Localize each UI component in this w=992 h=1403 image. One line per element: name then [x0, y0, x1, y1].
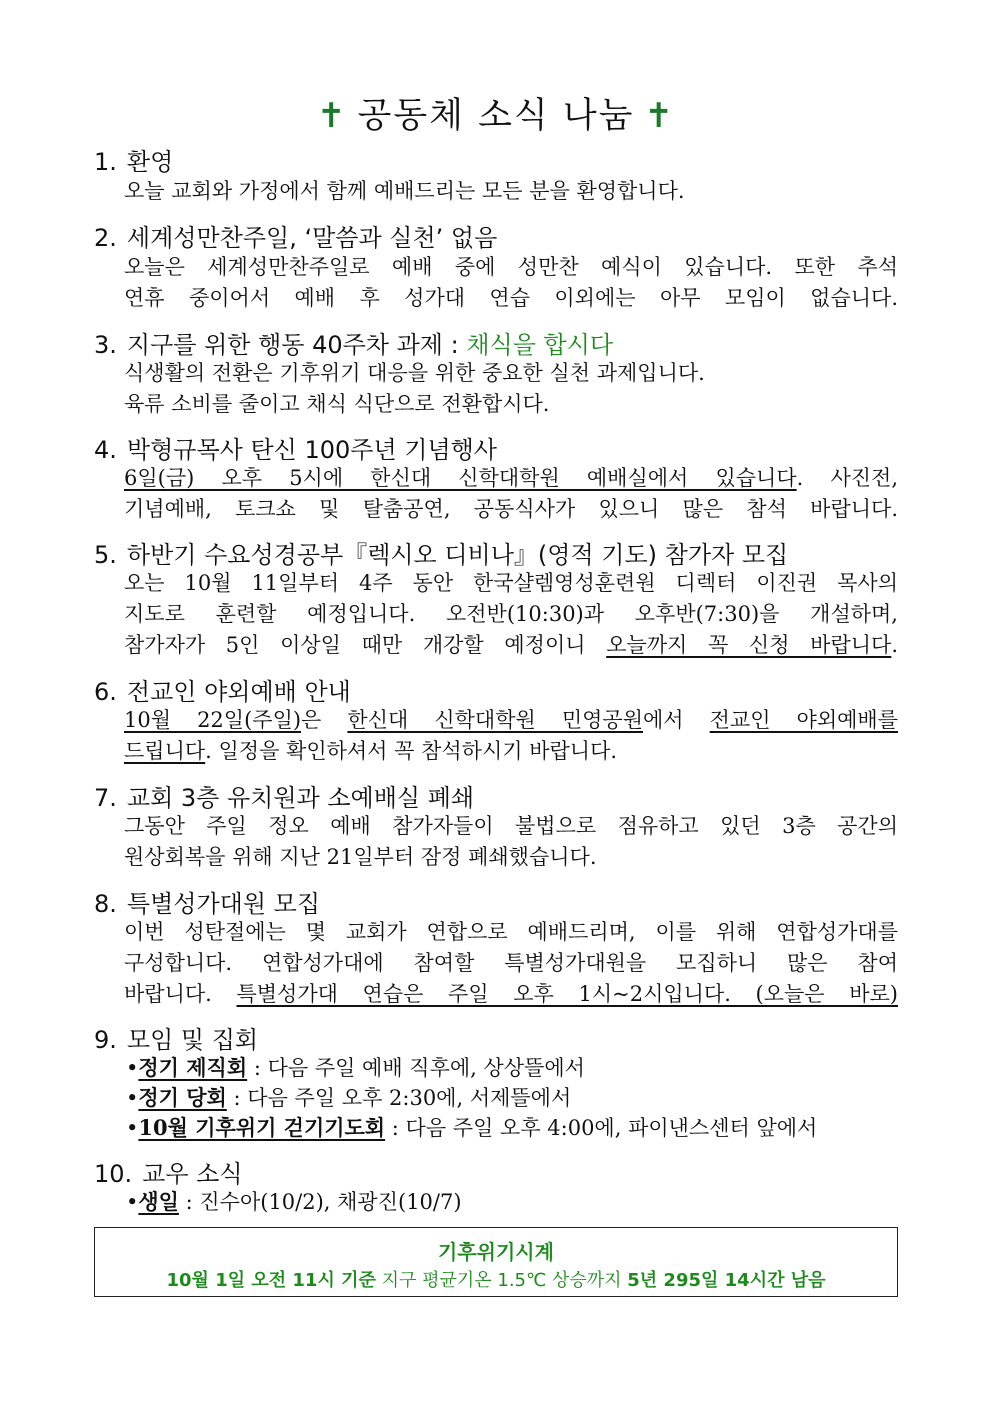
section-4-heading: 4. 박형규목사 탄신 100주년 기념행사	[94, 436, 497, 464]
bullet-icon: •	[126, 1116, 139, 1140]
section-5-line: 지도로 훈련할 예정입니다. 오전반(10:30)과 오후반(7:30)을 개설하며,	[124, 602, 898, 626]
page-title	[0, 88, 992, 138]
climate-clock-text: 10월 1일 오전 11시 기준 지구 평균기온 1.5℃ 상승까지 5년 295일 14시간 남음	[166, 1270, 826, 1291]
section-8-heading: 8. 특별성가대원 모집	[94, 890, 321, 918]
section-7-line: 원상회복을 위해 지난 21일부터 잠정 폐쇄했습니다.	[124, 845, 597, 869]
section-6-line: 10월 22일(주일)은 한신대 신학대학원 민영공원에서 전교인 야외예배를	[124, 708, 898, 732]
section-3-line: 식생활의 전환은 기후위기 대응을 위한 중요한 실천 과제입니다.	[124, 361, 705, 385]
section-3-line: 육류 소비를 줄이고 채식 식단으로 전환합시다.	[124, 392, 550, 416]
list-item: •생일 : 진수아(10/2), 채광진(10/7)	[126, 1189, 462, 1214]
page-title-text: 공동체 소식 나눔	[357, 96, 635, 136]
bullet-icon: •	[126, 1086, 139, 1110]
section-2-line: 연휴 중이어서 예배 후 성가대 연습 이외에는 아무 모임이 없습니다.	[124, 286, 898, 310]
section-2-line: 오늘은 세계성만찬주일로 예배 중에 성만찬 예식이 있습니다. 또한 추석	[124, 255, 898, 279]
section-8-line: 바랍니다. 특별성가대 연습은 주일 오후 1시~2시입니다. (오늘은 바로)	[124, 982, 898, 1006]
section-7-heading: 7. 교회 3층 유치원과 소예배실 폐쇄	[94, 784, 475, 812]
section-4-line: 6일(금) 오후 5시에 한신대 신학대학원 예배실에서 있습니다. 사진전,	[124, 466, 898, 490]
climate-clock-title: 기후위기시계	[438, 1240, 554, 1264]
section-6-heading: 6. 전교인 야외예배 안내	[94, 678, 351, 706]
section-2-heading: 2. 세계성만찬주일, ‘말씀과 실천’ 없음	[94, 224, 498, 252]
section-1-heading: 1. 환영	[94, 148, 174, 176]
cross-icon: ✝	[317, 96, 348, 136]
section-8-line: 이번 성탄절에는 몇 교회가 연합으로 예배드리며, 이를 위해 연합성가대를	[124, 920, 898, 944]
cross-icon: ✝	[644, 96, 675, 136]
section-9-heading: 9. 모임 및 집회	[94, 1026, 259, 1054]
section-6-line: 드립니다. 일정을 확인하셔서 꼭 참석하시기 바랍니다.	[124, 739, 618, 763]
list-item: •10월 기후위기 걷기기도회 : 다음 주일 오후 4:00에, 파이낸스센터 앞에서	[126, 1115, 818, 1140]
section-7-line: 그동안 주일 정오 예배 참가자들이 불법으로 점유하고 있던 3층 공간의	[124, 814, 898, 838]
climate-clock-box	[94, 1227, 898, 1297]
bullet-icon: •	[126, 1056, 139, 1080]
section-5-line: 참가자가 5인 이상일 때만 개강할 예정이니 오늘까지 꼭 신청 바랍니다.	[124, 633, 898, 657]
section-5-line: 오는 10월 11일부터 4주 동안 한국샬렘영성훈련원 디렉터 이진권 목사의	[124, 571, 898, 595]
section-8-line: 구성합니다. 연합성가대에 참여할 특별성가대원을 모집하니 많은 참여	[124, 951, 898, 975]
section-4-line: 기념예배, 토크쇼 및 탈춤공연, 공동식사가 있으니 많은 참석 바랍니다.	[124, 497, 898, 521]
list-item: •정기 당회 : 다음 주일 오후 2:30에, 서제뜰에서	[126, 1085, 572, 1110]
bullet-icon: •	[126, 1190, 139, 1214]
section-1-line: 오늘 교회와 가정에서 함께 예배드리는 모든 분을 환영합니다.	[124, 179, 685, 203]
section-3-task: 채식을 합시다	[466, 331, 614, 359]
section-10-heading: 10. 교우 소식	[94, 1160, 243, 1188]
list-item: •정기 제직회 : 다음 주일 예배 직후에, 상상뜰에서	[126, 1055, 585, 1080]
section-5-heading: 5. 하반기 수요성경공부『렉시오 디비나』(영적 기도) 참가자 모집	[94, 541, 789, 569]
section-3-heading: 3. 지구를 위한 행동 40주차 과제 : 채식을 합시다	[94, 331, 614, 359]
